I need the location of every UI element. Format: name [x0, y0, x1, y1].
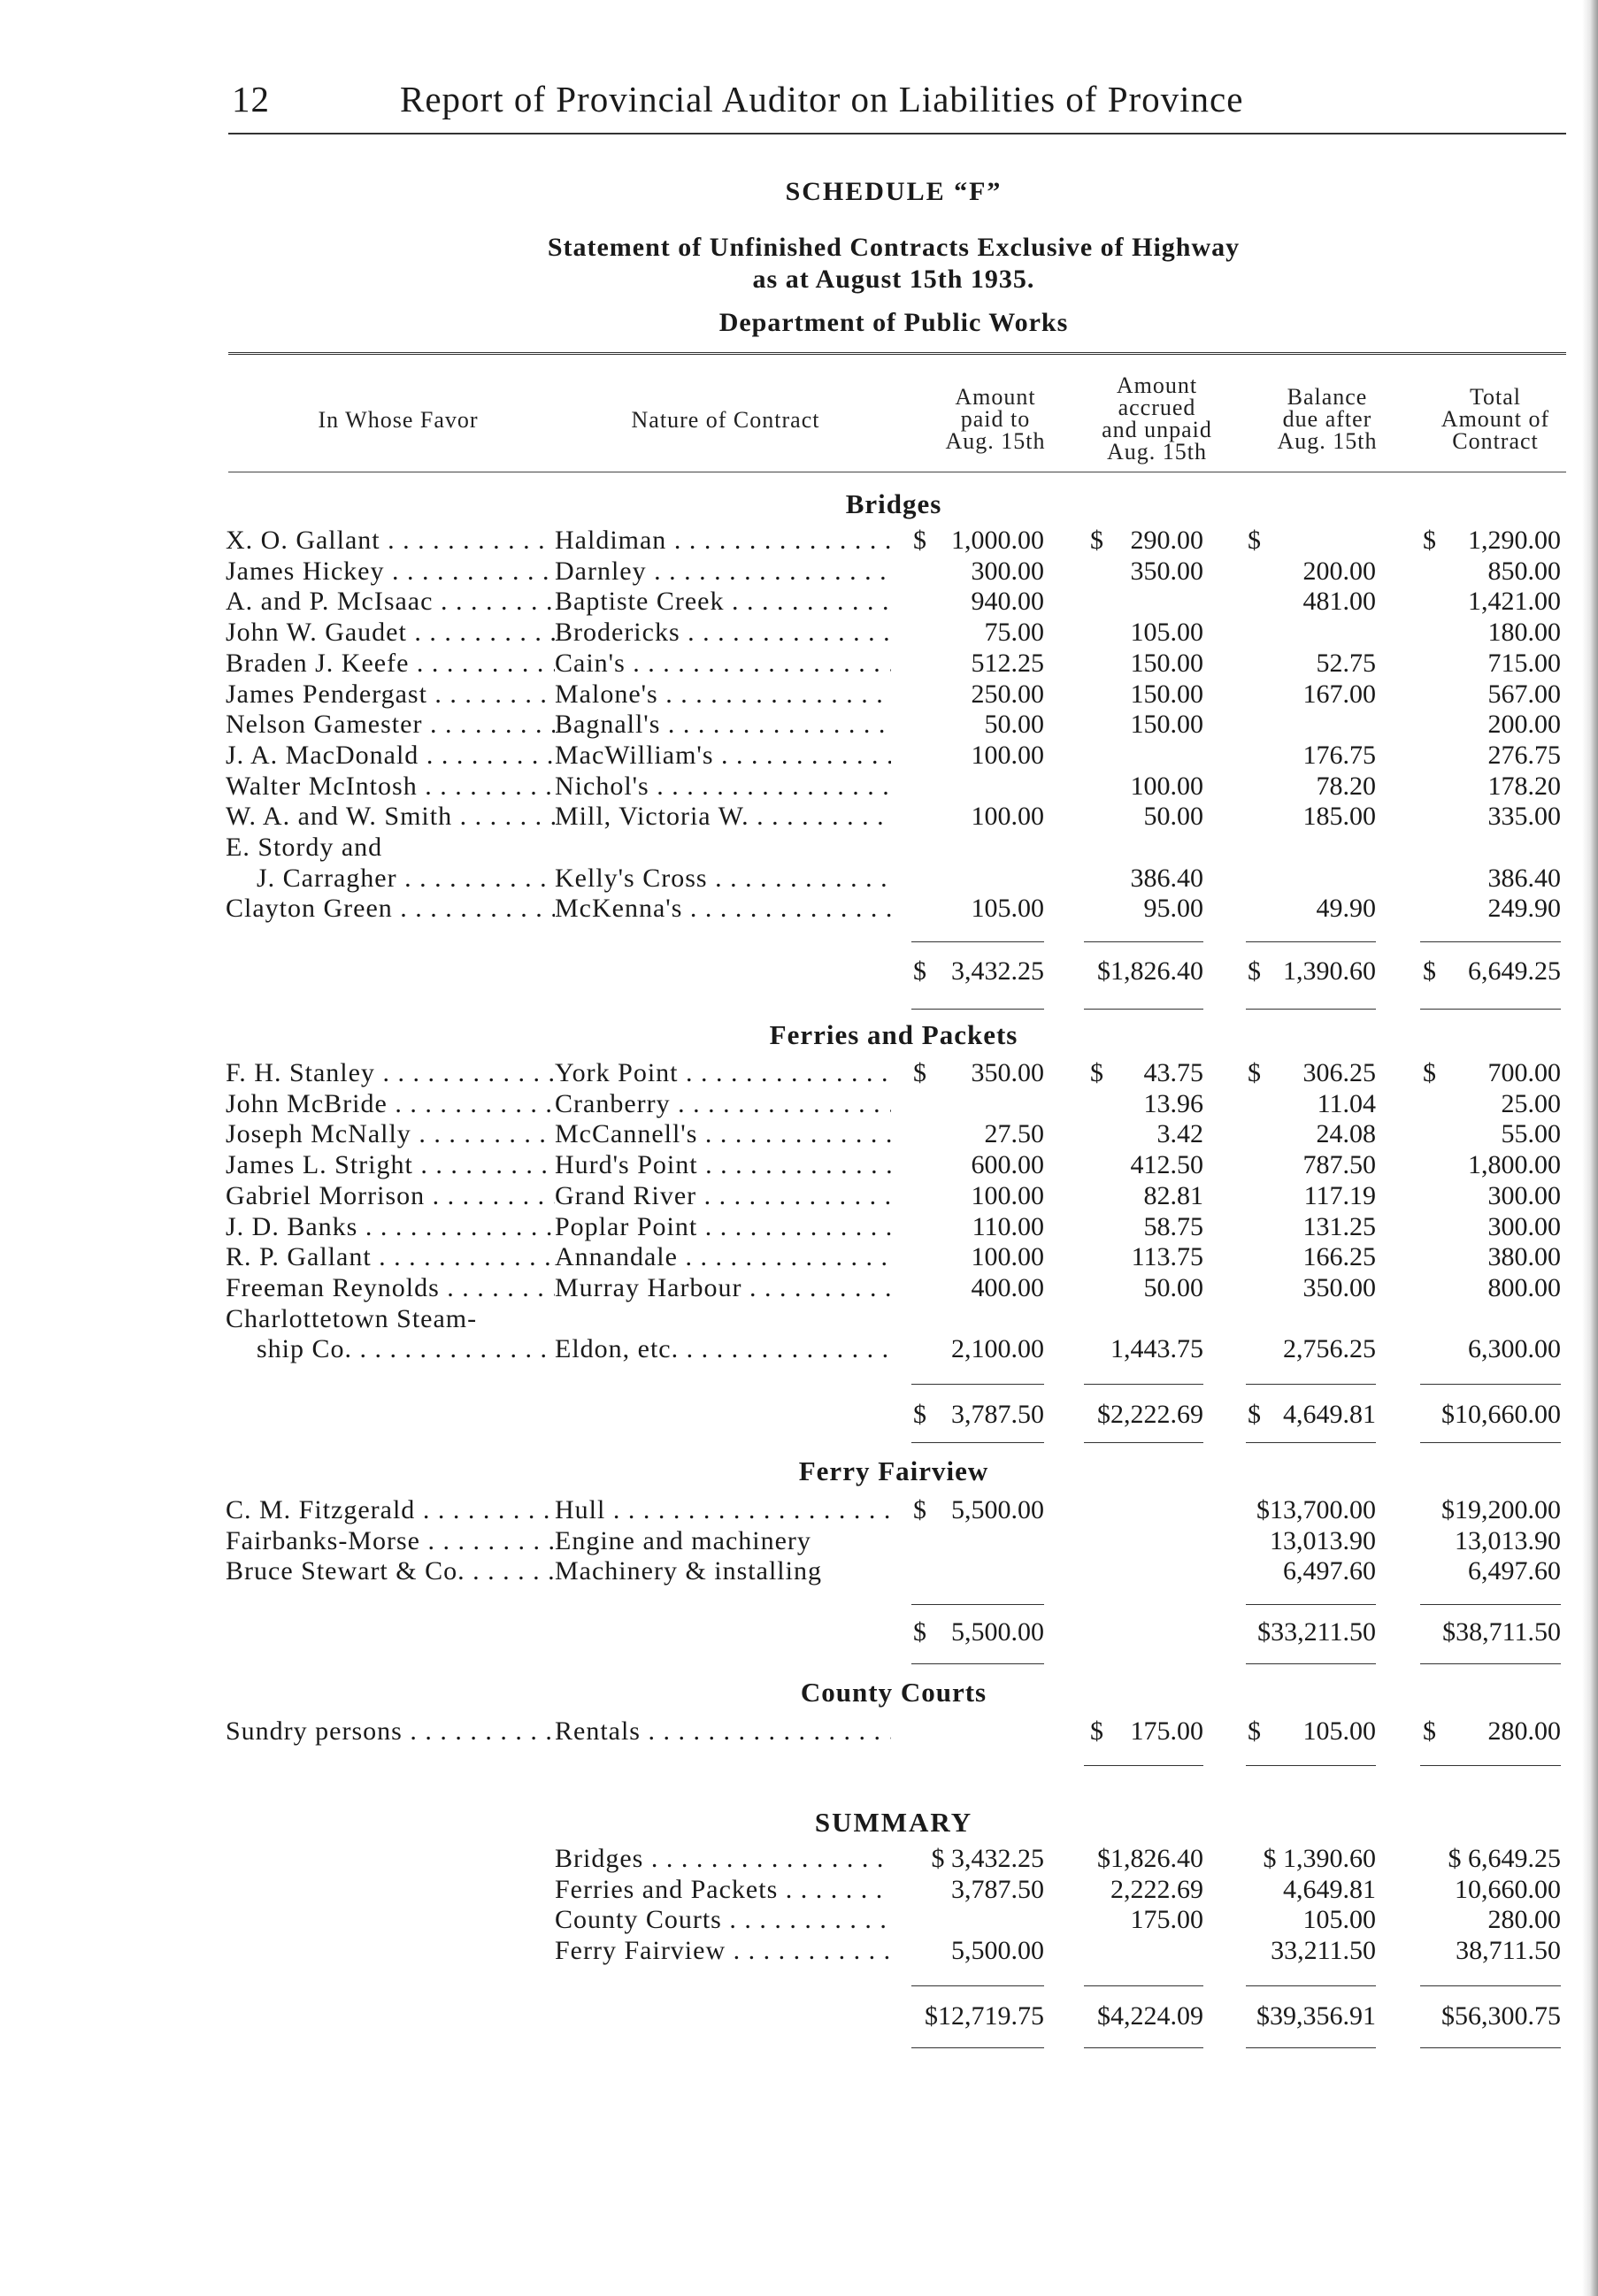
table-row — [0, 587, 1598, 617]
contract-nature: Darnley . . . — [555, 557, 891, 587]
col-head-accrued-line: and unpaid — [1102, 417, 1212, 442]
amount-accrued: 82.81 — [1143, 1180, 1203, 1210]
col-head-balance — [1248, 386, 1407, 452]
col-head-accrued-line: Amount — [1116, 372, 1198, 398]
column-rule — [1246, 1604, 1376, 1605]
amount-total: 300.00 — [1487, 1180, 1561, 1210]
summary-row — [0, 1844, 1598, 1874]
table-row — [0, 1495, 1598, 1525]
dollar-sign: $ — [913, 1058, 926, 1087]
amount-balance: 481.00 — [1302, 587, 1376, 617]
total-paid: 3,787.50 — [951, 1400, 1044, 1429]
summary-total-accrued: $4,224.09 — [1097, 2001, 1203, 2031]
amount-accrued: 50.00 — [1143, 1272, 1203, 1302]
summary-balance: 105.00 — [1302, 1905, 1376, 1935]
summary-balance: 33,211.50 — [1271, 1936, 1376, 1966]
column-rule — [1084, 1384, 1203, 1385]
summary-label: Ferry Fairview . . . — [555, 1936, 891, 1966]
total-balance: 4,649.81 — [1283, 1400, 1376, 1429]
amount-accrued: 1,443.75 — [1110, 1334, 1203, 1364]
contract-nature: Kelly's Cross . . . — [555, 864, 891, 894]
amount-total: 55.00 — [1501, 1119, 1561, 1149]
column-rule — [1420, 2047, 1561, 2048]
contract-favor: Walter McIntosh . . . — [226, 772, 555, 802]
column-rule — [1246, 1985, 1376, 1986]
contract-favor: R. P. Gallant . . . — [226, 1242, 555, 1272]
dollar-sign: $ — [1090, 1058, 1103, 1087]
col-head-paid-line: Aug. 15th — [945, 428, 1046, 454]
amount-total: 180.00 — [1487, 618, 1561, 648]
amount-balance: 78.20 — [1316, 771, 1376, 801]
col-head-total — [1416, 386, 1575, 452]
table-row — [0, 680, 1598, 710]
table-row — [0, 802, 1598, 832]
total-total: $38,711.50 — [1442, 1617, 1561, 1647]
summary-total-paid: $12,719.75 — [925, 2001, 1044, 2031]
amount-paid: 27.50 — [984, 1119, 1044, 1149]
section-total-row — [0, 1617, 1598, 1647]
amount-accrued: 350.00 — [1130, 556, 1203, 586]
amount-accrued: 412.50 — [1130, 1150, 1203, 1180]
dollar-sign: $ — [913, 956, 926, 986]
column-rule — [911, 1442, 1044, 1443]
contract-favor: Sundry persons . . . — [226, 1716, 555, 1747]
running-title: Report of Provincial Auditor on Liabilities of Province — [400, 79, 1244, 119]
table-row — [0, 741, 1598, 771]
column-rule — [1420, 1384, 1561, 1385]
amount-balance: 49.90 — [1316, 894, 1376, 924]
summary-row — [0, 1936, 1598, 1966]
contract-nature: Malone's . . . — [555, 680, 891, 710]
table-row — [0, 864, 1598, 894]
amount-accrued: 175.00 — [1130, 1716, 1203, 1746]
amount-total: 178.20 — [1487, 771, 1561, 801]
column-rule — [911, 1663, 1044, 1664]
dollar-sign: $ — [1248, 1716, 1261, 1746]
amount-paid: 512.25 — [971, 648, 1044, 678]
contract-nature: Grand River . . . — [555, 1181, 891, 1211]
column-rule — [911, 941, 1044, 942]
table-top-rule — [228, 352, 1566, 357]
table-row — [0, 710, 1598, 740]
amount-accrued: 105.00 — [1130, 618, 1203, 648]
summary-row — [0, 1905, 1598, 1935]
summary-total-total: $56,300.75 — [1441, 2001, 1561, 2031]
column-rule — [911, 1604, 1044, 1605]
contract-nature: Hurd's Point . . . — [555, 1150, 891, 1180]
col-head-paid — [920, 386, 1071, 452]
summary-paid: 5,500.00 — [951, 1936, 1044, 1966]
contract-favor: Gabriel Morrison . . . — [226, 1181, 555, 1211]
amount-accrued: 50.00 — [1143, 802, 1203, 832]
amount-total: 25.00 — [1501, 1088, 1561, 1118]
column-rule — [1420, 1009, 1561, 1010]
column-rule — [1246, 2047, 1376, 2048]
amount-total: 300.00 — [1487, 1211, 1561, 1241]
dollar-sign: $ — [913, 1400, 926, 1429]
amount-total: 800.00 — [1487, 1272, 1561, 1302]
contract-favor: Clayton Green . . . — [226, 894, 555, 924]
amount-accrued: 95.00 — [1143, 894, 1203, 924]
page-number: 12 — [232, 79, 270, 119]
summary-total-balance: $39,356.91 — [1256, 2001, 1376, 2031]
dollar-sign: $ — [1248, 1058, 1261, 1087]
amount-total: 335.00 — [1487, 802, 1561, 832]
amount-paid: 75.00 — [984, 618, 1044, 648]
contract-favor: ship Co. . . . — [257, 1334, 555, 1364]
amount-balance: 306.25 — [1302, 1058, 1376, 1087]
contract-favor: J. A. MacDonald . . . — [226, 741, 555, 771]
amount-accrued: 150.00 — [1130, 679, 1203, 709]
table-row — [0, 1119, 1598, 1149]
section-total-row — [0, 956, 1598, 987]
contract-nature: Eldon, etc. . . . — [555, 1334, 891, 1364]
contract-favor: A. and P. McIsaac . . . — [226, 587, 555, 617]
amount-balance: 6,497.60 — [1283, 1556, 1376, 1586]
contract-favor: Charlottetown Steam- — [226, 1303, 478, 1333]
column-rule — [1084, 941, 1203, 942]
total-paid: 3,432.25 — [951, 956, 1044, 986]
section-title: County Courts — [800, 1677, 987, 1708]
section-title: Ferries and Packets — [769, 1019, 1018, 1050]
col-head-total-line: Total — [1469, 384, 1522, 410]
contract-favor: James L. Stright . . . — [226, 1150, 555, 1180]
summary-label: Ferries and Packets . . . — [555, 1875, 891, 1905]
amount-total: 700.00 — [1487, 1058, 1561, 1087]
col-head-accrued — [1075, 374, 1239, 463]
column-rule — [1084, 2047, 1203, 2048]
contract-nature: McCannell's . . . — [555, 1119, 891, 1149]
amount-accrued: 100.00 — [1130, 771, 1203, 801]
total-accrued: $2,222.69 — [1097, 1400, 1203, 1429]
amount-paid: 940.00 — [971, 587, 1044, 617]
contract-nature: Poplar Point . . . — [555, 1212, 891, 1242]
column-rule — [1084, 1985, 1203, 1986]
amount-balance: 117.19 — [1303, 1180, 1376, 1210]
amount-total: 1,800.00 — [1468, 1150, 1561, 1180]
table-row — [0, 1212, 1598, 1242]
amount-paid: 100.00 — [971, 740, 1044, 770]
amount-paid: 110.00 — [972, 1211, 1044, 1241]
amount-paid: 300.00 — [971, 556, 1044, 586]
contract-nature: Cranberry . . . — [555, 1089, 891, 1119]
table-row — [0, 1334, 1598, 1364]
running-head — [232, 78, 1400, 120]
dollar-sign: $ — [913, 1495, 926, 1524]
amount-paid: 50.00 — [984, 710, 1044, 740]
amount-balance: 176.75 — [1302, 740, 1376, 770]
summary-label: Bridges . . . — [555, 1844, 891, 1874]
total-total: 6,649.25 — [1468, 956, 1561, 986]
contract-favor: Nelson Gamester . . . — [226, 710, 555, 740]
contract-nature: Cain's . . . — [555, 649, 891, 679]
amount-balance: 105.00 — [1302, 1716, 1376, 1746]
statement-line-1: Statement of Unfinished Contracts Exclusive of Highway — [547, 233, 1241, 262]
contract-nature: York Point . . . — [555, 1058, 891, 1088]
summary-label: County Courts . . . — [555, 1905, 891, 1935]
amount-balance: 11.04 — [1317, 1088, 1376, 1118]
contract-favor: Joseph McNally . . . — [226, 1119, 555, 1149]
col-head-nature: Nature of Contract — [631, 407, 820, 433]
column-rule — [1246, 1765, 1376, 1766]
dollar-sign: $ — [913, 526, 926, 555]
summary-title: SUMMARY — [814, 1807, 973, 1838]
column-rule — [1420, 1985, 1561, 1986]
contract-nature: Mill, Victoria W. . . . — [555, 802, 891, 832]
table-row — [0, 1526, 1598, 1556]
column-rule — [911, 1985, 1044, 1986]
table-row — [0, 1242, 1598, 1272]
statement-title — [221, 232, 1566, 296]
total-balance: 1,390.60 — [1283, 956, 1376, 986]
amount-balance: 350.00 — [1302, 1272, 1376, 1302]
dollar-sign: $ — [1090, 1716, 1103, 1746]
amount-total: 280.00 — [1487, 1716, 1561, 1746]
col-head-total-line: Amount of — [1441, 406, 1550, 432]
amount-balance: 24.08 — [1316, 1119, 1376, 1149]
contract-favor: W. A. and W. Smith . . . — [226, 802, 555, 832]
table-row — [0, 1556, 1598, 1586]
amount-accrued: 43.75 — [1143, 1058, 1203, 1087]
amount-paid: 350.00 — [971, 1058, 1044, 1087]
column-rule — [911, 2047, 1044, 2048]
dollar-sign: $ — [913, 1617, 926, 1647]
column-rule — [1246, 1442, 1376, 1443]
statement-line-2: as at August 15th 1935. — [752, 265, 1035, 294]
col-head-paid-line: paid to — [960, 406, 1031, 432]
contract-favor: C. M. Fitzgerald . . . — [226, 1495, 555, 1525]
amount-balance: 200.00 — [1302, 556, 1376, 586]
contract-favor: J. D. Banks . . . — [226, 1212, 555, 1242]
amount-paid: 400.00 — [971, 1272, 1044, 1302]
amount-accrued: 150.00 — [1130, 710, 1203, 740]
col-head-accrued-line: Aug. 15th — [1107, 439, 1207, 465]
column-rule — [1420, 1442, 1561, 1443]
col-head-accrued-line: accrued — [1118, 395, 1196, 420]
table-row — [0, 649, 1598, 679]
contract-nature: Engine and machinery — [555, 1525, 811, 1555]
contract-favor: John W. Gaudet . . . — [226, 618, 555, 648]
dollar-sign: $ — [1248, 526, 1261, 555]
header-rule — [228, 133, 1566, 134]
contract-nature: Haldiman . . . — [555, 526, 891, 556]
contract-favor: John McBride . . . — [226, 1089, 555, 1119]
schedule-title: SCHEDULE “F” — [785, 177, 1003, 206]
amount-total: 200.00 — [1487, 710, 1561, 740]
total-paid: 5,500.00 — [951, 1617, 1044, 1647]
column-rule — [911, 1384, 1044, 1385]
total-accrued: $1,826.40 — [1097, 956, 1203, 986]
column-rule — [1420, 1765, 1561, 1766]
amount-accrued: 3.42 — [1156, 1119, 1203, 1149]
amount-total: 850.00 — [1487, 556, 1561, 586]
amount-paid: 1,000.00 — [951, 526, 1044, 555]
amount-balance: 185.00 — [1302, 802, 1376, 832]
total-total: $10,660.00 — [1441, 1400, 1561, 1429]
table-row — [0, 1304, 1598, 1334]
column-rule — [1246, 941, 1376, 942]
col-head-balance-line: Balance — [1287, 384, 1368, 410]
amount-balance: 167.00 — [1302, 679, 1376, 709]
summary-accrued: $1,826.40 — [1097, 1844, 1203, 1873]
amount-accrued: 58.75 — [1143, 1211, 1203, 1241]
dollar-sign: $ — [1248, 1400, 1261, 1429]
summary-total: 280.00 — [1487, 1905, 1561, 1935]
contract-favor: James Pendergast . . . — [226, 680, 555, 710]
summary-accrued: 175.00 — [1130, 1905, 1203, 1935]
amount-paid: 100.00 — [971, 802, 1044, 832]
col-head-balance-line: due after — [1282, 406, 1372, 432]
amount-total: 386.40 — [1487, 863, 1561, 893]
amount-paid: 2,100.00 — [951, 1334, 1044, 1364]
amount-balance: 131.25 — [1302, 1211, 1376, 1241]
amount-total: 1,290.00 — [1468, 526, 1561, 555]
amount-balance: 166.25 — [1302, 1242, 1376, 1272]
amount-paid: 250.00 — [971, 679, 1044, 709]
contract-favor: J. Carragher . . . — [257, 864, 555, 894]
amount-total: 380.00 — [1487, 1242, 1561, 1272]
contract-nature: Nichol's . . . — [555, 772, 891, 802]
summary-total: $ 6,649.25 — [1448, 1844, 1561, 1873]
column-rule — [911, 1009, 1044, 1010]
table-row — [0, 557, 1598, 587]
dollar-sign: $ — [1248, 956, 1261, 986]
amount-balance: 52.75 — [1316, 648, 1376, 678]
amount-accrued: 150.00 — [1130, 648, 1203, 678]
column-rule — [1084, 1009, 1203, 1010]
page-edge-shadow — [1582, 0, 1598, 2296]
department-title: Department of Public Works — [718, 308, 1069, 337]
contract-nature: Bagnall's . . . — [555, 710, 891, 740]
summary-balance: 4,649.81 — [1283, 1874, 1376, 1904]
contract-nature: McKenna's . . . — [555, 894, 891, 924]
column-rule — [1084, 1765, 1203, 1766]
dollar-sign: $ — [1090, 526, 1103, 555]
amount-paid: 100.00 — [971, 1242, 1044, 1272]
amount-paid: 600.00 — [971, 1150, 1044, 1180]
col-head-balance-line: Aug. 15th — [1277, 428, 1378, 454]
contract-nature: Annandale . . . — [555, 1242, 891, 1272]
contract-nature: Hull . . . — [555, 1495, 891, 1525]
table-row — [0, 1181, 1598, 1211]
summary-accrued: 2,222.69 — [1110, 1874, 1203, 1904]
summary-total-row — [0, 2001, 1598, 2031]
amount-accrued: 113.75 — [1131, 1242, 1203, 1272]
col-head-favor: In Whose Favor — [318, 407, 479, 433]
total-balance: $33,211.50 — [1257, 1617, 1376, 1647]
contract-favor: Braden J. Keefe . . . — [226, 649, 555, 679]
contract-favor: X. O. Gallant . . . — [226, 526, 555, 556]
column-rule — [1420, 1604, 1561, 1605]
column-rule — [1420, 941, 1561, 942]
summary-paid: $ 3,432.25 — [931, 1844, 1044, 1873]
section-total-row — [0, 1400, 1598, 1430]
table-row — [0, 1716, 1598, 1747]
amount-balance: 2,756.25 — [1283, 1334, 1376, 1364]
table-row — [0, 772, 1598, 802]
contract-favor: James Hickey . . . — [226, 557, 555, 587]
amount-balance: 787.50 — [1302, 1150, 1376, 1180]
amount-total: 6,300.00 — [1468, 1334, 1561, 1364]
dollar-sign: $ — [1423, 956, 1436, 986]
amount-total: 1,421.00 — [1468, 587, 1561, 617]
column-rule — [1084, 1442, 1203, 1443]
column-rule — [1246, 1384, 1376, 1385]
amount-accrued: 386.40 — [1130, 863, 1203, 893]
amount-total: 715.00 — [1487, 648, 1561, 678]
contract-nature: Rentals . . . — [555, 1716, 891, 1747]
amount-total: 249.90 — [1487, 894, 1561, 924]
summary-total: 38,711.50 — [1456, 1936, 1561, 1966]
amount-paid: 105.00 — [971, 894, 1044, 924]
amount-total: 567.00 — [1487, 679, 1561, 709]
amount-balance: $13,700.00 — [1256, 1495, 1376, 1524]
amount-accrued: 290.00 — [1130, 526, 1203, 555]
amount-balance: 13,013.90 — [1270, 1525, 1376, 1555]
table-row — [0, 1150, 1598, 1180]
dollar-sign: $ — [1423, 526, 1436, 555]
contract-favor: E. Stordy and — [226, 833, 383, 862]
table-row — [0, 1058, 1598, 1088]
contract-favor: F. H. Stanley . . . — [226, 1058, 555, 1088]
contract-favor: Bruce Stewart & Co. . . . — [226, 1556, 555, 1586]
summary-paid: 3,787.50 — [951, 1874, 1044, 1904]
column-rule — [1246, 1009, 1376, 1010]
table-row — [0, 894, 1598, 924]
amount-total: 13,013.90 — [1455, 1525, 1561, 1555]
table-row — [0, 1273, 1598, 1303]
amount-total: 276.75 — [1487, 740, 1561, 770]
contract-nature: Murray Harbour . . . — [555, 1273, 891, 1303]
column-rule — [1246, 1663, 1376, 1664]
table-row — [0, 1089, 1598, 1119]
col-head-total-line: Contract — [1452, 428, 1539, 454]
amount-total: 6,497.60 — [1468, 1556, 1561, 1586]
table-row — [0, 618, 1598, 648]
amount-paid: 100.00 — [971, 1180, 1044, 1210]
contract-favor: Freeman Reynolds . . . — [226, 1273, 555, 1303]
amount-total: $19,200.00 — [1441, 1495, 1561, 1524]
table-row — [0, 833, 1598, 863]
column-rule — [1420, 1663, 1561, 1664]
col-head-paid-line: Amount — [955, 384, 1036, 410]
amount-paid: 5,500.00 — [951, 1495, 1044, 1524]
contract-nature: Baptiste Creek . . . — [555, 587, 891, 617]
dollar-sign: $ — [1423, 1058, 1436, 1087]
table-row — [0, 526, 1598, 556]
section-title: Ferry Fairview — [798, 1455, 989, 1486]
summary-total: 10,660.00 — [1455, 1874, 1561, 1904]
summary-balance: $ 1,390.60 — [1263, 1844, 1376, 1873]
summary-row — [0, 1875, 1598, 1905]
contract-favor: Fairbanks-Morse . . . — [226, 1526, 555, 1556]
contract-nature: Machinery & installing — [555, 1556, 822, 1586]
contract-nature: Brodericks . . . — [555, 618, 891, 648]
contract-nature: MacWilliam's . . . — [555, 741, 891, 771]
amount-accrued: 13.96 — [1143, 1088, 1203, 1118]
section-title: Bridges — [845, 488, 942, 519]
dollar-sign: $ — [1423, 1716, 1436, 1746]
